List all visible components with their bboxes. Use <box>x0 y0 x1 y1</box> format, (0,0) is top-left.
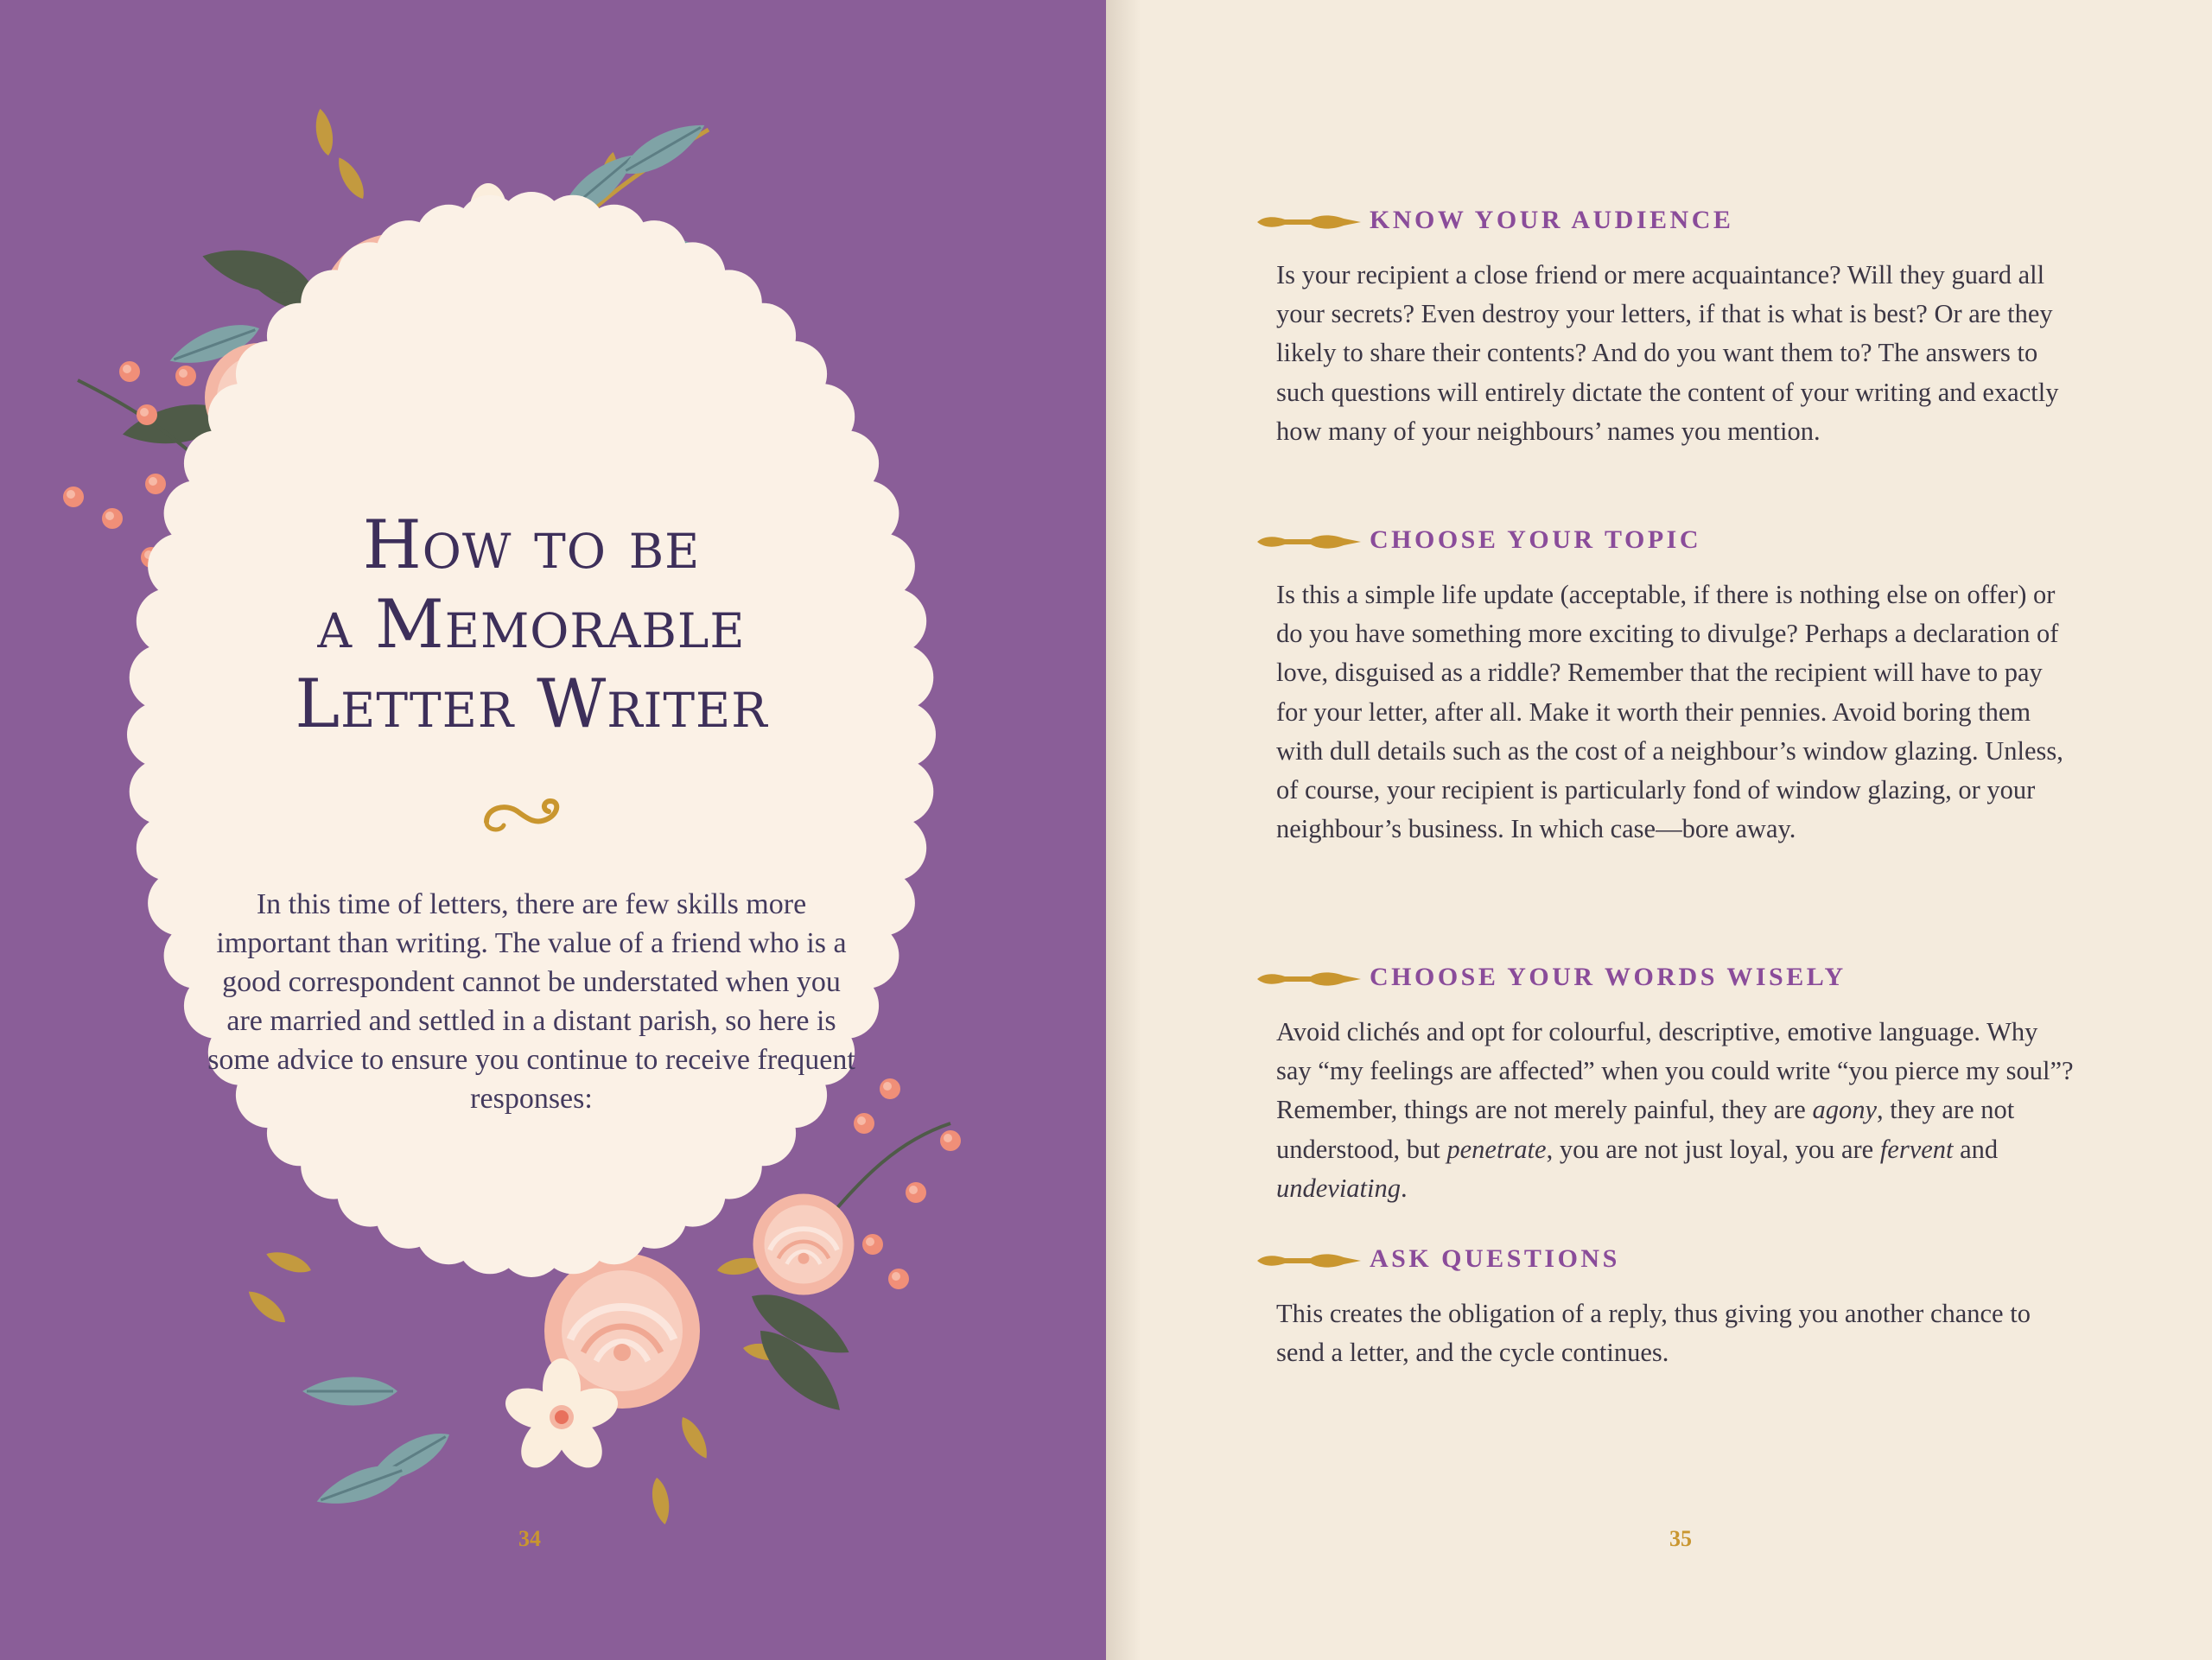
body-text: . <box>1401 1173 1408 1203</box>
page-number-left: 34 <box>518 1526 541 1551</box>
section-heading: CHOOSE YOUR TOPIC <box>1370 525 1702 554</box>
quill-pen-nib-icon <box>1257 531 1361 553</box>
section-heading: CHOOSE YOUR WORDS WISELY <box>1370 963 1847 991</box>
emphasis-text: fervent <box>1879 1134 1954 1164</box>
section-heading: ASK QUESTIONS <box>1370 1244 1620 1273</box>
section-body <box>1257 1013 2078 1208</box>
quill-pen-nib-icon <box>1257 1250 1361 1272</box>
section-body: This creates the obligation of a reply, thus giving you another chance to send a letter, and the cycle continues. <box>1276 1299 2031 1368</box>
book-spine-shadow <box>1106 0 1141 1660</box>
body-text: and <box>1953 1134 1999 1164</box>
section-body: Is this a simple life update (acceptable, if there is nothing else on offer) or do you have something more exciting to divulge? Perhaps a declaration of love, disguised as a riddle? Remember that the recipient will have to pay for your letter, after all. Make it worth their pennies. Avoid boring them with dull details such as the cost of a neighbour’s window glazing. Unless, of course, your recipient is particularly fond of window glazing, or your neighbour’s business. In which case—bore away. <box>1276 580 2063 844</box>
title-line-2: a Memorable <box>317 586 746 664</box>
section-ask-questions <box>1257 1244 2078 1372</box>
section-know-your-audience <box>1257 206 2078 451</box>
section-choose-your-words-wisely <box>1257 963 2078 1208</box>
title-line-1: How to be <box>362 506 701 584</box>
body-text: , you are not just loyal, you are <box>1546 1134 1880 1164</box>
body-text: , they are not understood, but <box>1276 1095 2015 1164</box>
title-line-3: Letter Writer <box>295 665 768 743</box>
emphasis-text: undeviating <box>1276 1173 1401 1203</box>
section-heading: KNOW YOUR AUDIENCE <box>1370 206 1734 234</box>
intro-paragraph: In this time of letters, there are few skills more important than writing. The value of a friend who is a good correspondent cannot be understated when you are married and settled in a distant parish, so here is some advice to ensure you continue to receive frequent responses: <box>207 888 855 1115</box>
body-text: Avoid clichés and opt for colourful, descriptive, emotive language. Why say “my feelings are affected” when you could write “you pierce my soul”? Remember, things are not merely painful, they are <box>1276 1017 2074 1125</box>
page-title <box>173 506 890 744</box>
page-number-right: 35 <box>1669 1526 1692 1551</box>
section-body: Is your recipient a close friend or mere acquaintance? Will they guard all your secrets? Even destroy your letters, if that is what is best? Or are they likely to share their contents? And do you want them to? The answers to such questions will entirely dictate the content of your writing and exactly how many of your neighbours’ names you mention. <box>1276 260 2059 446</box>
section-choose-your-topic <box>1257 525 2078 849</box>
emphasis-text: penetrate <box>1446 1134 1547 1164</box>
tilde-ornament-icon <box>480 791 575 843</box>
emphasis-text: agony <box>1812 1095 1877 1125</box>
quill-pen-nib-icon <box>1257 211 1361 233</box>
quill-pen-nib-icon <box>1257 968 1361 990</box>
